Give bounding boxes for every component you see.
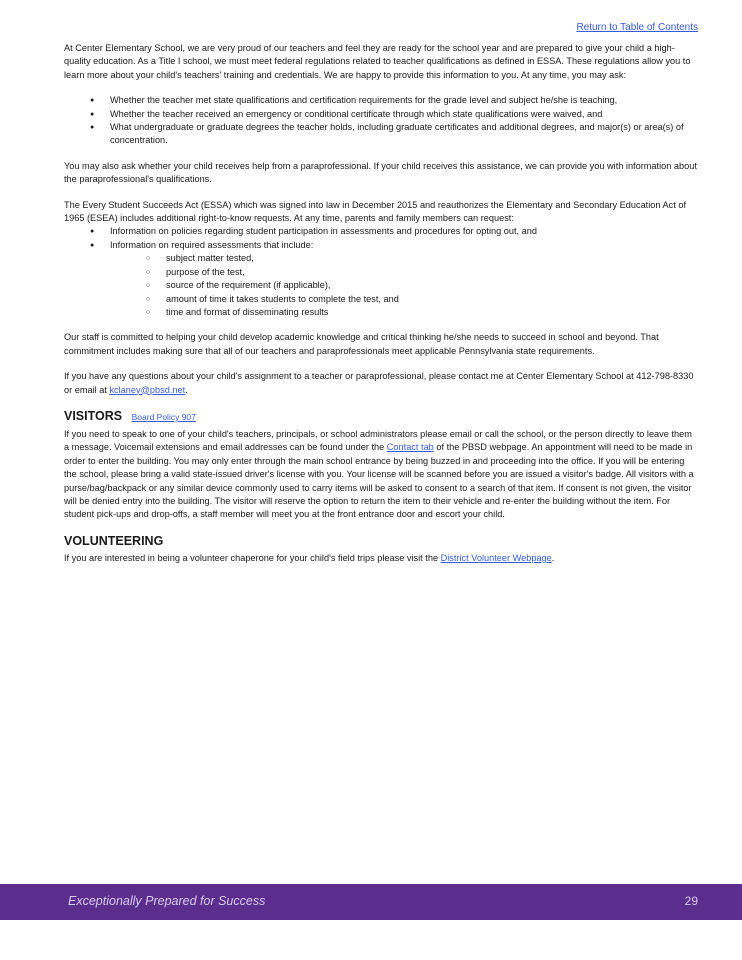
paraprofessional-paragraph: You may also ask whether your child receives help from a paraprofessional. If your child receives this assistance, we can provide you with information about the paraprofessional's qualifications.: [64, 160, 697, 185]
request-list: [64, 225, 698, 319]
list-item-text: Information on required assessments that include:: [110, 239, 314, 250]
email-link[interactable]: kclaney@pbsd.net: [109, 384, 186, 395]
sublist-item: ○ time and format of disseminating results: [146, 306, 698, 319]
list-item: ● What undergraduate or graduate degrees the teacher holds, including graduate certificates and additional degrees, and major(s) or area(s) of concentration.: [90, 121, 698, 148]
sublist-item: ○ amount of time it takes students to complete the test, and: [146, 293, 698, 306]
list-item: ● Information on policies regarding student participation in assessments and procedures for opting out, and: [90, 225, 698, 238]
intro-paragraph: At Center Elementary School, we are very proud of our teachers and feel they are ready for the school year and are prepared to give your child a high-quality education. As a Title I school, we must meet federal regulations related to teacher qualifications as defined in ESSA. These regulations allow you to learn more about your child's teachers' training and credentials. We are happy to provide this information to you. At any time, you may ask:: [64, 43, 691, 80]
teacher-qualifications-list: [64, 94, 698, 148]
volunteering-text: If you are interested in being a volunteer chaperone for your child's field trips please visit the: [64, 552, 441, 563]
visitors-heading: [64, 409, 698, 425]
page-footer: [0, 884, 742, 920]
essa-paragraph: The Every Student Succeeds Act (ESSA) which was signed into law in December 2015 and reauthorizes the Elementary and Secondary Education Act of 1965 (ESEA) includes additional right-to-know requests. At any time, parents and family members can request:: [64, 199, 687, 224]
page-content: [64, 42, 698, 577]
staff-commitment-paragraph: Our staff is committed to helping your child develop academic knowledge and critical thinking he/she needs to succeed in school and beyond. That commitment includes making sure that all of our teachers and paraprofessionals meet applicable Pennsylvania state requirements.: [64, 332, 659, 356]
volunteering-text-end: .: [551, 552, 555, 563]
list-item: [90, 239, 698, 319]
contact-text: If you have any questions about your child's assignment to a teacher or paraprofessional, please contact me at Center Elementary School at 412-798-8330 or email at: [64, 371, 694, 395]
sublist-item: ○ purpose of the test,: [146, 266, 698, 279]
volunteering-paragraph: [64, 552, 698, 565]
volunteer-webpage-link[interactable]: District Volunteer Webpage: [440, 552, 552, 563]
assessment-sublist: [110, 252, 698, 319]
board-policy-link[interactable]: Board Policy 907: [131, 411, 196, 422]
page-number: 29: [684, 894, 698, 908]
footer-tagline: Exceptionally Prepared for Success: [68, 894, 266, 908]
visitors-text-cont: of the PBSD webpage. An appointment will need to be made in order to enter the building. You may only enter through the main school entrance by being buzzed in and proceeding into the office. If you will be entering the school, please bring a valid state-issued driver's license with you. Your license will be scanned before you are issued a visitor's badge. All visitors with a purse/bag/backpack or any similar device commonly used to carry items will be asked to consent to a search of that item. If consent is not given, the visitor will be denied entry into the building. The visitor will reserve the option to return the item to their vehicle and re-enter the building without the item. For student pick-ups and drop-offs, a staff member will meet you at the front entrance door and escort your child.: [64, 442, 694, 520]
sublist-item: ○ subject matter tested,: [146, 252, 698, 265]
volunteering-heading: VOLUNTEERING: [64, 533, 164, 548]
visitors-paragraph: [64, 428, 698, 522]
contact-text-end: .: [185, 384, 188, 395]
sublist-item: ○ source of the requirement (if applicable),: [146, 279, 698, 292]
list-item: ● Whether the teacher received an emergency or conditional certificate through which state qualifications were waived, and: [90, 108, 698, 121]
list-item: ● Whether the teacher met state qualifications and certification requirements for the grade level and subject he/she is teaching,: [90, 94, 698, 107]
return-to-toc-link[interactable]: Return to Table of Contents: [576, 22, 698, 33]
contact-paragraph: [64, 370, 698, 397]
contact-tab-link[interactable]: Contact tab: [386, 442, 434, 453]
visitors-text: If you need to speak to one of your child's teachers, principals, or school administrators please email or call the school, or the person directly to leave them a message. Voicemail extensions and email addresses can be found under the: [64, 428, 692, 453]
visitors-heading-text: VISITORS: [64, 408, 123, 423]
